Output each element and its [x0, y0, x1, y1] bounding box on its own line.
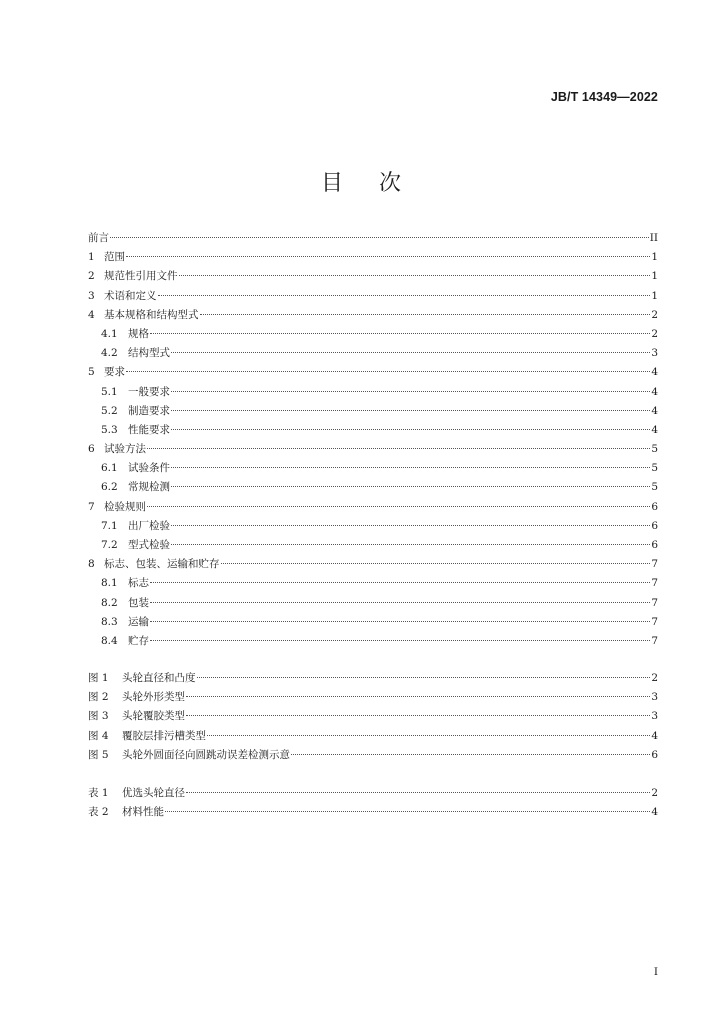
- entry-page: 3: [651, 347, 658, 360]
- entry-label: 材料性能: [122, 806, 164, 819]
- entry-number: 6: [88, 443, 95, 456]
- dot-leader: [186, 714, 650, 716]
- entry-label: 贮存: [128, 634, 149, 647]
- entry-label: 性能要求: [128, 423, 170, 436]
- entry-page: 2: [651, 327, 658, 340]
- dot-leader: [171, 409, 650, 411]
- entry-page: 2: [651, 308, 658, 321]
- dot-leader: [147, 447, 650, 449]
- entry-page: 5: [651, 462, 658, 475]
- entry-label: 常规检测: [128, 481, 170, 494]
- entry-page: 4: [651, 404, 658, 417]
- entry-number: 图 5: [88, 748, 109, 761]
- entry-number: 图 4: [88, 729, 109, 742]
- toc-entry[interactable]: [88, 363, 658, 382]
- entry-label: 制造要求: [128, 404, 170, 417]
- entry-page: 4: [651, 423, 658, 436]
- entry-number: 6.2: [101, 481, 118, 494]
- page-title: [0, 166, 724, 197]
- entry-label: 运输: [128, 615, 149, 628]
- entry-page: 4: [651, 366, 658, 379]
- entry-label: 覆胶层排污槽类型: [122, 729, 206, 742]
- entry-label: 头轮直径和凸度: [122, 672, 196, 684]
- toc-entry[interactable]: [88, 402, 658, 421]
- entry-label: 规格: [128, 327, 149, 340]
- dot-leader: [186, 695, 650, 697]
- entry-label: 标志: [128, 577, 149, 590]
- entry-label: 规范性引用文件: [104, 270, 178, 283]
- dot-leader: [291, 753, 650, 755]
- entry-page: 7: [651, 634, 658, 647]
- entry-number: 4.2: [101, 347, 118, 360]
- entry-page: 3: [651, 691, 658, 704]
- entry-page: 7: [651, 596, 658, 609]
- dot-leader: [171, 390, 650, 392]
- entry-number: 5: [88, 366, 95, 379]
- toc-entry[interactable]: [88, 325, 658, 344]
- toc-entry[interactable]: [88, 421, 658, 440]
- title-char-1: 目: [320, 171, 345, 196]
- toc-chapters: [88, 229, 658, 651]
- dot-leader: [126, 370, 650, 372]
- dot-leader: [150, 620, 650, 622]
- toc-entry[interactable]: [88, 594, 658, 613]
- entry-page: 6: [651, 519, 658, 532]
- entry-label: 型式检验: [128, 539, 170, 551]
- entry-number: 8.2: [101, 596, 118, 609]
- dot-leader: [171, 428, 650, 430]
- entry-page: 5: [651, 443, 658, 456]
- dot-leader: [171, 543, 650, 545]
- toc-entry[interactable]: [88, 306, 658, 325]
- entry-number: 8: [88, 558, 95, 571]
- dot-leader: [150, 639, 650, 641]
- entry-number: 1: [88, 251, 95, 264]
- entry-page: 7: [651, 615, 658, 628]
- entry-label: 基本规格和结构型式: [104, 308, 199, 321]
- entry-label: 前言: [88, 232, 109, 244]
- entry-page: II: [649, 232, 658, 244]
- entry-page: 7: [651, 577, 658, 590]
- entry-label: 要求: [104, 366, 125, 379]
- dot-leader: [207, 734, 650, 736]
- entry-label: 试验条件: [128, 462, 170, 475]
- entry-page: 6: [651, 500, 658, 513]
- entry-number: 图 2: [88, 691, 109, 704]
- toc-entry[interactable]: [88, 574, 658, 593]
- toc-entry[interactable]: [88, 478, 658, 497]
- entry-number: 7.1: [101, 519, 118, 532]
- entry-page: 1: [651, 270, 658, 283]
- dot-leader: [150, 581, 650, 583]
- figure-entry[interactable]: [88, 727, 658, 746]
- dot-leader: [110, 236, 649, 238]
- entry-label: 一般要求: [128, 385, 170, 398]
- toc-entry[interactable]: [88, 383, 658, 402]
- toc-entry[interactable]: [88, 632, 658, 651]
- dot-leader: [171, 466, 650, 468]
- toc-entry[interactable]: [88, 517, 658, 536]
- toc-entry[interactable]: [88, 459, 658, 478]
- dot-leader: [147, 505, 650, 507]
- toc-entry[interactable]: [88, 267, 658, 286]
- dot-leader: [186, 791, 650, 793]
- dot-leader: [165, 810, 650, 812]
- dot-leader: [171, 524, 650, 526]
- dot-leader: [150, 332, 650, 334]
- standard-code: JB/T 14349—2022: [550, 90, 658, 104]
- entry-label: 结构型式: [128, 347, 170, 360]
- entry-page: 1: [651, 289, 658, 302]
- toc-entry[interactable]: [88, 613, 658, 632]
- entry-number: 图 1: [88, 672, 109, 684]
- entry-label: 头轮外形类型: [122, 691, 185, 704]
- entry-page: 7: [651, 558, 658, 571]
- entry-number: 8.4: [101, 634, 118, 647]
- table-entry[interactable]: [88, 784, 658, 803]
- figure-entry[interactable]: [88, 707, 658, 726]
- entry-number: 3: [88, 289, 95, 302]
- entry-page: 2: [651, 787, 658, 799]
- toc-entry[interactable]: [88, 536, 658, 555]
- entry-number: 8.3: [101, 615, 118, 628]
- entry-number: 6.1: [101, 462, 118, 475]
- entry-page: 2: [651, 672, 658, 684]
- toc-entry[interactable]: [88, 344, 658, 363]
- entry-label: 术语和定义: [104, 289, 157, 302]
- dot-leader: [197, 676, 651, 678]
- entry-number: 2: [88, 270, 95, 283]
- dot-leader: [126, 255, 650, 257]
- entry-label: 头轮覆胶类型: [122, 710, 185, 723]
- entry-label: 标志、包装、运输和贮存: [104, 558, 220, 571]
- dot-leader: [171, 351, 650, 353]
- dot-leader: [158, 294, 651, 296]
- dot-leader: [221, 562, 651, 564]
- toc-entry[interactable]: [88, 555, 658, 574]
- toc-tables: [88, 784, 658, 822]
- entry-label: 头轮外圆面径向圆跳动误差检测示意: [122, 748, 290, 761]
- entry-number: 7: [88, 500, 95, 513]
- entry-number: 5.2: [101, 404, 118, 417]
- table-entry[interactable]: [88, 803, 658, 822]
- entry-label: 出厂检验: [128, 519, 170, 532]
- entry-number: 4.1: [101, 327, 118, 340]
- page-number: I: [653, 966, 658, 978]
- figure-entry[interactable]: [88, 669, 658, 688]
- entry-number: 表 2: [88, 806, 109, 819]
- entry-page: 4: [651, 385, 658, 398]
- entry-label: 包装: [128, 596, 149, 609]
- entry-label: 优选头轮直径: [122, 787, 185, 799]
- entry-page: 4: [651, 729, 658, 742]
- figure-entry[interactable]: [88, 688, 658, 707]
- entry-number: 7.2: [101, 539, 118, 551]
- entry-page: 3: [651, 710, 658, 723]
- entry-page: 5: [651, 481, 658, 494]
- entry-page: 1: [651, 251, 658, 264]
- entry-label: 检验规则: [104, 500, 146, 513]
- entry-number: 表 1: [88, 787, 109, 799]
- toc-entry[interactable]: [88, 229, 658, 248]
- toc-entry[interactable]: [88, 248, 658, 267]
- title-char-2: 次: [379, 171, 404, 196]
- dot-leader: [200, 313, 651, 315]
- entry-number: 5.1: [101, 385, 118, 398]
- entry-number: 8.1: [101, 577, 118, 590]
- dot-leader: [150, 601, 650, 603]
- toc-figures: [88, 669, 658, 765]
- figure-entry[interactable]: [88, 746, 658, 765]
- entry-number: 4: [88, 308, 95, 321]
- entry-label: 范围: [104, 251, 125, 264]
- toc-entry[interactable]: [88, 498, 658, 517]
- entry-page: 6: [651, 748, 658, 761]
- dot-leader: [171, 485, 650, 487]
- entry-number: 图 3: [88, 710, 109, 723]
- dot-leader: [179, 274, 651, 276]
- entry-label: 试验方法: [104, 443, 146, 456]
- toc-entry[interactable]: [88, 440, 658, 459]
- entry-page: 6: [651, 539, 658, 551]
- entry-page: 4: [651, 806, 658, 819]
- entry-number: 5.3: [101, 423, 118, 436]
- toc-entry[interactable]: [88, 287, 658, 306]
